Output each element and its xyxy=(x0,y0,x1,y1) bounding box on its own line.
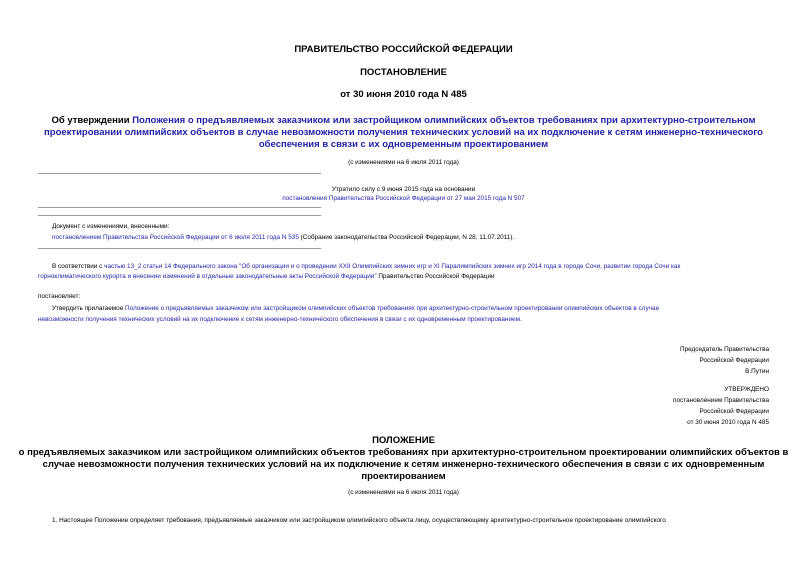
approved-line4: от 30 июня 2010 года N 485 xyxy=(687,419,769,426)
document-title xyxy=(0,115,807,151)
amendment-note: (с изменениями на 6 июля 2011 года) xyxy=(348,159,459,166)
approved-line1: УТВЕРЖДЕНО xyxy=(724,386,769,393)
changes-line xyxy=(52,234,514,241)
preamble-tail: Правительство Российской Федерации xyxy=(376,273,495,280)
approve-pre: Утвердить прилагаемое xyxy=(52,305,126,312)
regulation-paragraph-1: 1. Настоящее Положение определяет требования, предъявляемые заказчиком или застройщиком олимпийского объекта лицу, осуществляющему архитектурно-строительное проектирование олимпийского xyxy=(52,517,666,524)
regulation-link[interactable]: Положение о предъявляемых заказчиком или застройщиком олимпийских объектов требованиях при архитектурно-строительном проектировании олимпийских объектов в случае xyxy=(125,305,660,312)
government-name: ПРАВИТЕЛЬСТВО РОССИЙСКОЙ ФЕДЕРАЦИИ xyxy=(294,44,513,55)
approved-block xyxy=(560,384,769,428)
changes-label: Документ с изменениями, внесенными: xyxy=(52,223,170,230)
approve-paragraph xyxy=(38,303,768,325)
title-prefix: Об утверждении xyxy=(51,115,133,126)
separator-line xyxy=(38,248,321,249)
regulation-title xyxy=(0,447,807,483)
document-type: ПОСТАНОВЛЕНИЕ xyxy=(360,67,447,78)
expired-link[interactable]: постановления Правительства Российской Федерации от 27 мая 2015 года N 507 xyxy=(282,195,525,202)
document-date-number: от 30 июня 2010 года N 485 xyxy=(340,89,467,100)
signature-line1: Председатель Правительства xyxy=(680,346,769,353)
federal-law-link[interactable]: частью 13_2 статьи 14 Федерального закона "Об организации и о проведении XXII Олимпийских зимних игр и XI Паралимпийских зимних игр 2014 года в городе Сочи, развитии города Сочи как xyxy=(104,263,681,270)
separator-line xyxy=(38,215,321,216)
regulation-amendment-note: (с изменениями на 6 июля 2011 года) xyxy=(348,489,459,496)
resolves-text: постановляет: xyxy=(38,293,81,300)
approved-line2: постановлением Правительства xyxy=(673,397,769,404)
expired-text: Утратило силу с 9 июня 2015 года на основании xyxy=(331,186,476,193)
federal-law-link-line2[interactable]: горноклиматического курорта и внесении изменений в отдельные законодательные акты Российской Федерации" xyxy=(38,273,377,280)
preamble-paragraph xyxy=(38,262,772,282)
changes-tail: (Собрание законодательства Российской Федерации, N 28, 11.07.2011). xyxy=(298,234,515,241)
signature-line2: Российской Федерации xyxy=(699,357,769,364)
regulation-title-line1: о предъявляемых заказчиком или застройщиком олимпийских объектов требованиях при архитектурно-строительном проектировании олимпийских объектов в xyxy=(18,447,789,458)
approved-line3: Российской Федерации xyxy=(699,408,769,415)
separator-line xyxy=(38,207,321,208)
regulation-link-line2[interactable]: невозможности получения технических условий на их подключение к сетям инженерно-технического обеспечения в связи с их одновременным проектированием. xyxy=(38,316,522,323)
preamble-pre: В соответствии с xyxy=(52,263,105,270)
regulation-heading: ПОЛОЖЕНИЕ xyxy=(372,435,435,446)
separator-line xyxy=(38,173,321,174)
changes-link[interactable]: постановлением Правительства Российской Федерации от 6 июля 2011 года N 535 xyxy=(52,234,299,241)
signature-block xyxy=(560,344,769,377)
title-link[interactable]: Положения о предъявляемых заказчиком или застройщиком олимпийских объектов требованиях при архитектурно-строительном xyxy=(132,115,756,126)
title-link-line3[interactable]: обеспечения в связи с их одновременным проектированием xyxy=(258,139,549,150)
title-link-line2[interactable]: проектировании олимпийских объектов в случае невозможности получения технических условий на их подключение к сетям инженерно-технического xyxy=(44,127,763,138)
regulation-title-line2: случае невозможности получения технических условий на их подключение к сетям инженерно-технического обеспечения в связи с их одновременным xyxy=(42,459,765,470)
regulation-title-line3: проектированием xyxy=(361,471,446,482)
signature-name: В.Путин xyxy=(745,368,769,375)
